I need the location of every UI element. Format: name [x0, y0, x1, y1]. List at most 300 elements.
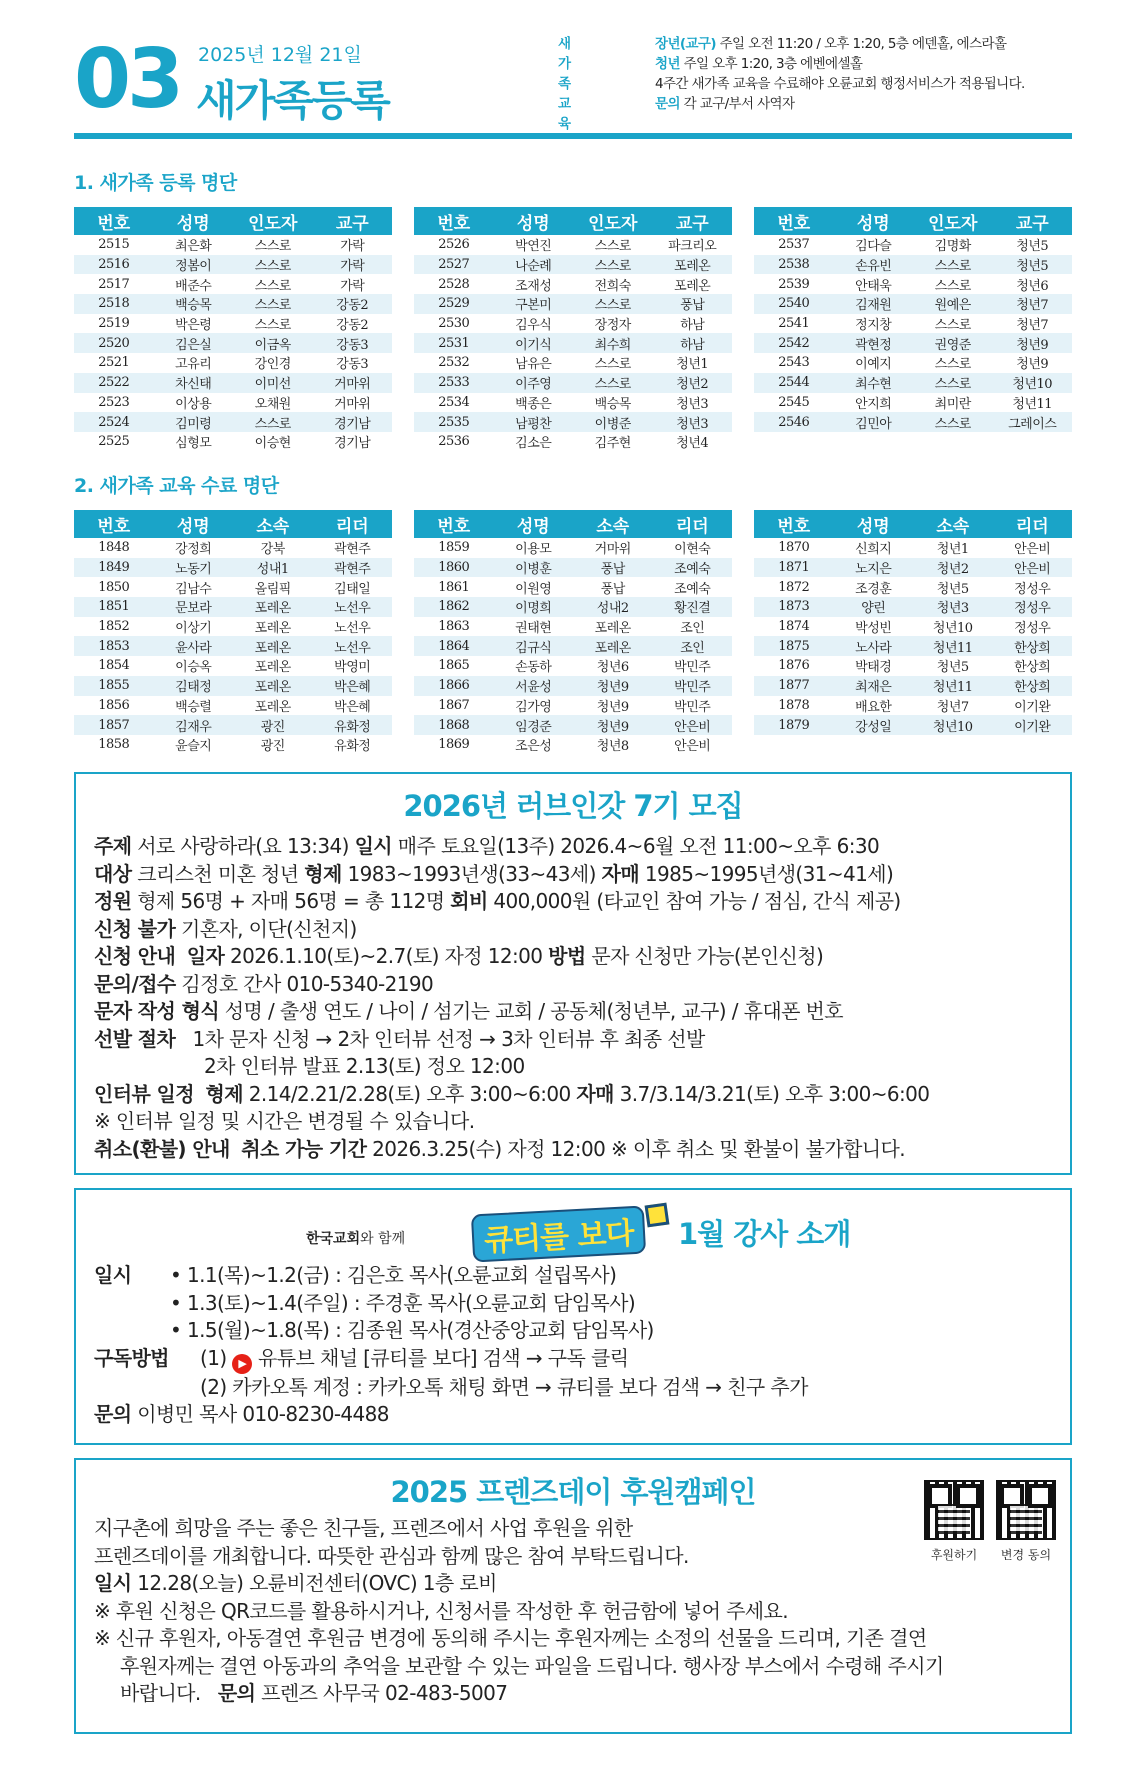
table-cell: 유화정 — [313, 715, 393, 735]
table-cell: 한상희 — [1014, 660, 1051, 676]
table-cell: 노사라 — [834, 636, 914, 656]
table-cell: 청년1 — [676, 357, 709, 373]
table-cell: 김태정 — [154, 676, 234, 696]
table-cell: 스스로 — [913, 412, 993, 432]
table-cell: 김남수 — [175, 581, 212, 597]
table-cell: 2519 — [98, 316, 130, 332]
table-cell: 양린 — [834, 597, 914, 617]
column-header: 번호 — [74, 510, 154, 538]
table-cell: 2530 — [438, 316, 470, 332]
table-cell: 이명희 — [494, 597, 574, 617]
table-cell: 박태경 — [855, 660, 892, 676]
table-row — [74, 577, 392, 597]
table-header-row — [74, 207, 392, 235]
table-row — [414, 412, 732, 432]
table-cell: 정성우 — [1014, 581, 1051, 597]
table-cell: 배요한 — [855, 699, 892, 715]
table-cell: 백종은 — [515, 396, 552, 412]
table-cell: 조은성 — [515, 739, 552, 755]
page-date: 2025년 12월 21일 — [198, 44, 362, 66]
page-header — [74, 34, 1072, 138]
table-cell: 스스로 — [254, 318, 291, 334]
table-row — [414, 294, 732, 314]
table-row — [754, 577, 1072, 597]
table-row — [74, 617, 392, 637]
page-number: 03 — [74, 32, 181, 127]
column-header: 소속 — [233, 510, 313, 538]
education-info-line: 4주간 새가족 교육을 수료해야 오륜교회 행정서비스가 적용됩니다. — [655, 76, 1025, 92]
column-header: 교구 — [993, 207, 1073, 235]
table-cell: 청년5 — [936, 660, 969, 676]
column-header: 소속 — [913, 510, 993, 538]
donate-qr-label: 후원하기 — [930, 1548, 978, 1562]
table-cell: 곽현정 — [834, 333, 914, 353]
table-cell: 1873 — [754, 597, 834, 617]
table-cell: 스스로 — [913, 373, 993, 393]
qt-title: 1월 강사 소개 — [678, 1217, 851, 1251]
table-row — [414, 577, 732, 597]
table-cell: 최수희 — [573, 333, 653, 353]
table-cell: 2536 — [438, 434, 470, 450]
column-header: 인도자 — [573, 207, 653, 235]
table-row — [414, 432, 732, 452]
table-cell: 1849 — [74, 558, 154, 578]
table-cell: 이현숙 — [674, 542, 711, 558]
table-row — [74, 676, 392, 696]
table-cell: 조경훈 — [855, 581, 892, 597]
table-cell: 최은화 — [175, 239, 212, 255]
table-cell: 나순례 — [494, 255, 574, 275]
table-cell: 신희지 — [855, 542, 892, 558]
table-row — [74, 235, 392, 255]
table-row — [414, 393, 732, 413]
table-cell: 스스로 — [573, 294, 653, 314]
table-cell: 2521 — [98, 355, 130, 371]
table-cell: 청년9 — [573, 715, 653, 735]
column-header: 성명 — [834, 207, 914, 235]
table-row — [754, 314, 1072, 334]
table-row — [414, 235, 732, 255]
table-cell: 박은혜 — [313, 676, 393, 696]
table-row — [74, 333, 392, 353]
table-cell: 노선우 — [334, 621, 371, 637]
table-cell: 이기완 — [993, 715, 1073, 735]
table-row — [74, 597, 392, 617]
table-cell: 조인 — [680, 621, 705, 637]
table-cell: 1850 — [98, 579, 130, 595]
header-divider — [74, 133, 1072, 139]
table-cell: 김재원 — [834, 294, 914, 314]
table-cell: 청년5 — [993, 255, 1073, 275]
table-cell: 2544 — [754, 373, 834, 393]
table-cell: 강정희 — [175, 542, 212, 558]
table-cell: 청년10 — [993, 373, 1073, 393]
table-cell: 강성일 — [834, 715, 914, 735]
table-cell: 2546 — [754, 412, 834, 432]
completion-section-title: 2. 새가족 교육 수료 명단 — [74, 475, 279, 497]
qt-logo: 큐티를 보다 — [471, 1205, 647, 1262]
table-cell: 손유빈 — [834, 255, 914, 275]
table-row — [74, 412, 392, 432]
table-row — [414, 656, 732, 676]
table-cell: 1855 — [74, 676, 154, 696]
table-row — [754, 676, 1072, 696]
table-cell: 포레온 — [254, 621, 291, 637]
table-cell: 스스로 — [934, 278, 971, 294]
table-cell: 청년5 — [1016, 239, 1049, 255]
table-cell: 박영미 — [334, 660, 371, 676]
table-cell: 포레온 — [254, 660, 291, 676]
table-row — [754, 373, 1072, 393]
table-header-row — [414, 510, 732, 538]
table-cell: 청년9 — [993, 333, 1073, 353]
table-cell: 안은비 — [674, 739, 711, 755]
table-cell: 1869 — [438, 737, 470, 753]
table-row — [754, 274, 1072, 294]
table-row — [414, 353, 732, 373]
table-cell: 하남 — [653, 333, 733, 353]
table-cell: 1860 — [414, 558, 494, 578]
table-cell: 가락 — [313, 255, 393, 275]
table-cell: 스스로 — [934, 357, 971, 373]
table-row — [754, 617, 1072, 637]
table-cell: 이상기 — [175, 621, 212, 637]
table-cell: 이기식 — [494, 333, 574, 353]
table-cell: 포레온 — [594, 621, 631, 637]
table-cell: 윤슬지 — [175, 739, 212, 755]
column-header: 소속 — [573, 510, 653, 538]
table-cell: 청년5 — [936, 581, 969, 597]
table-row — [414, 373, 732, 393]
play-icon — [645, 1203, 670, 1228]
table-cell: 스스로 — [233, 412, 313, 432]
page-title: 새가족등록 — [196, 76, 389, 125]
table-row — [754, 393, 1072, 413]
table-cell: 2538 — [754, 255, 834, 275]
table-cell: 오채원 — [254, 396, 291, 412]
table-cell: 안은비 — [993, 558, 1073, 578]
table-cell: 정성우 — [993, 597, 1073, 617]
table-cell: 손동하 — [515, 660, 552, 676]
table-cell: 서윤성 — [494, 676, 574, 696]
table-cell: 이병훈 — [494, 558, 574, 578]
table-cell: 포레온 — [233, 597, 313, 617]
table-cell: 성내2 — [573, 597, 653, 617]
table-cell: 정성우 — [1014, 621, 1051, 637]
table-cell: 경기남 — [313, 412, 393, 432]
table-cell: 정봄이 — [154, 255, 234, 275]
table-cell: 박은령 — [175, 318, 212, 334]
table-cell: 2535 — [414, 412, 494, 432]
table-cell: 2542 — [754, 333, 834, 353]
table-cell: 차신태 — [154, 373, 234, 393]
table-cell: 박은혜 — [334, 699, 371, 715]
table-cell: 이예지 — [855, 357, 892, 373]
table-cell: 1857 — [74, 715, 154, 735]
table-cell: 청년1 — [936, 542, 969, 558]
table-cell: 김우식 — [515, 318, 552, 334]
table-cell: 청년10 — [932, 621, 973, 637]
table-cell: 이상용 — [175, 396, 212, 412]
table-cell: 청년9 — [573, 676, 653, 696]
table-cell: 노동기 — [154, 558, 234, 578]
education-info-line: 장년(교구) 주일 오전 11:20 / 오후 1:20, 5층 에덴홀, 에스라홀 — [655, 36, 1007, 52]
table-cell: 청년9 — [1016, 357, 1049, 373]
column-header: 번호 — [754, 207, 834, 235]
table-cell: 2520 — [74, 333, 154, 353]
table-cell: 청년2 — [913, 558, 993, 578]
table-cell: 1875 — [754, 636, 834, 656]
table-cell: 1851 — [74, 597, 154, 617]
table-cell: 이주영 — [494, 373, 574, 393]
change-consent-qr-code[interactable] — [996, 1480, 1056, 1540]
table-cell: 스스로 — [573, 255, 653, 275]
table-cell: 유화정 — [334, 739, 371, 755]
table-cell: 2515 — [98, 237, 130, 253]
table-row — [414, 314, 732, 334]
table-cell: 광진 — [233, 715, 313, 735]
friends-title: 2025 프렌즈데이 후원캠페인 — [390, 1475, 756, 1509]
table-row — [754, 597, 1072, 617]
table-cell: 2522 — [74, 373, 154, 393]
column-header: 인도자 — [233, 207, 313, 235]
registration-table — [414, 207, 732, 452]
table-cell: 김은실 — [154, 333, 234, 353]
column-header: 리더 — [313, 510, 393, 538]
table-row — [74, 294, 392, 314]
table-cell: 올림픽 — [254, 581, 291, 597]
table-cell: 이기완 — [1014, 699, 1051, 715]
table-cell: 광진 — [260, 739, 285, 755]
table-cell: 최재은 — [834, 676, 914, 696]
table-cell: 1858 — [98, 737, 130, 753]
table-cell: 강동3 — [336, 357, 369, 373]
table-header-row — [754, 207, 1072, 235]
column-header: 번호 — [754, 510, 834, 538]
table-cell: 남유은 — [515, 357, 552, 373]
table-cell: 강동2 — [313, 294, 393, 314]
table-cell: 1854 — [98, 658, 130, 674]
table-cell: 2541 — [778, 316, 810, 332]
column-header: 리더 — [653, 510, 733, 538]
change-consent-qr-label: 변경 동의 — [1000, 1548, 1052, 1562]
table-cell: 원예은 — [913, 294, 993, 314]
table-row — [74, 735, 392, 755]
table-cell: 거마위 — [594, 542, 631, 558]
table-row — [754, 656, 1072, 676]
table-cell: 김다슬 — [855, 239, 892, 255]
friends-box — [74, 1458, 1072, 1734]
table-cell: 1876 — [778, 658, 810, 674]
table-cell: 청년8 — [596, 739, 629, 755]
table-row — [754, 715, 1072, 735]
table-cell: 청년10 — [913, 715, 993, 735]
table-cell: 거마위 — [334, 396, 371, 412]
table-cell: 김재우 — [154, 715, 234, 735]
friends-details: 지구촌에 희망을 주는 좋은 친구들, 프렌즈에서 사업 후원을 위한 프렌즈데이를 개최합니다. 따뜻한 관심과 함께 많은 참여 부탁드립니다. 일시 12.28(오늘) 오륜비전센터(OVC) 1층 로비 ※ 후원 신청은 QR코드를 활용하시거나, 신청서를 작성한 후 헌금함에 넣어 주세요. ※ 신규 후원자, 아동결연 후원금 변경에 동의해 주시는 후원자께는 소정의 선물을 드리며, 기존 결연 후원자께는 결연 아동과의 추억을 보관할 수 있는 파일을 드립니다. 행사장 부스에서 수령해 주시기 바랍니다. 문의 프렌즈 사무국 02-483-5007 — [94, 1516, 944, 1705]
education-info-label: 새가족 교육 — [558, 36, 571, 132]
table-cell: 이원영 — [515, 581, 552, 597]
table-cell: 강동2 — [336, 318, 369, 334]
table-cell: 조인 — [653, 636, 733, 656]
table-cell: 황진결 — [653, 597, 733, 617]
qt-details: 일시 • 1.1(목)~1.2(금) : 김은호 목사(오륜교회 설립목사) • 1.3(토)~1.4(주일) : 주경훈 목사(오륜교회 담임목사) • 1.5(월)~1.8(목) : 김종원 목사(경산중앙교회 담임목사) 구독방법 (1) ▶ 유튜브 채널 [큐티를 보다] 검색 → 구독 클릭 (2) 카카오톡 계정 : 카카오톡 채팅 화면 → 큐티를 보다 검색 → 친구 추가 문의 이병민 목사 010-8230-4488 — [94, 1263, 808, 1426]
table-cell: 청년7 — [1016, 318, 1049, 334]
table-cell: 스스로 — [913, 255, 993, 275]
table-cell: 심형모 — [175, 436, 212, 452]
table-row — [414, 636, 732, 656]
table-cell: 2533 — [414, 373, 494, 393]
table-cell: 2540 — [754, 294, 834, 314]
table-cell: 1856 — [98, 697, 130, 713]
table-cell: 2537 — [778, 237, 810, 253]
table-cell: 청년2 — [653, 373, 733, 393]
education-info-line: 청년 주일 오후 1:20, 3층 에벤에셀홀 — [655, 56, 863, 72]
table-cell: 최수현 — [834, 373, 914, 393]
column-header: 교구 — [313, 207, 393, 235]
table-cell: 2532 — [438, 355, 470, 371]
table-cell: 스스로 — [573, 373, 653, 393]
table-cell: 이승현 — [254, 436, 291, 452]
table-cell: 정지창 — [855, 318, 892, 334]
table-cell: 1863 — [438, 619, 470, 635]
table-cell: 임경준 — [494, 715, 574, 735]
table-row — [754, 412, 1072, 432]
table-row — [414, 696, 732, 716]
table-cell: 스스로 — [233, 255, 313, 275]
table-cell: 청년6 — [596, 660, 629, 676]
table-header-row — [754, 510, 1072, 538]
table-row — [74, 558, 392, 578]
table-cell: 청년7 — [993, 294, 1073, 314]
table-cell: 1877 — [754, 676, 834, 696]
table-cell: 이승옥 — [175, 660, 212, 676]
table-cell: 거마위 — [313, 373, 393, 393]
table-cell: 한상희 — [993, 676, 1073, 696]
table-cell: 2539 — [778, 276, 810, 292]
table-cell: 백승렬 — [175, 699, 212, 715]
table-cell: 1879 — [754, 715, 834, 735]
table-cell: 전희숙 — [594, 278, 631, 294]
table-cell: 2523 — [98, 394, 130, 410]
table-row — [414, 538, 732, 558]
table-row — [74, 715, 392, 735]
table-cell: 안지희 — [855, 396, 892, 412]
table-cell: 청년9 — [596, 699, 629, 715]
table-cell: 이병준 — [573, 412, 653, 432]
table-row — [74, 696, 392, 716]
table-cell: 강북 — [260, 542, 285, 558]
table-cell: 2529 — [414, 294, 494, 314]
loveinsight-title: 2026년 러브인갓 7기 모집 — [403, 789, 743, 823]
table-cell: 2526 — [438, 237, 470, 253]
table-cell: 이미선 — [233, 373, 313, 393]
table-cell: 조예숙 — [653, 558, 733, 578]
registration-table — [74, 207, 392, 452]
qt-speaker: • 1.1(목)~1.2(금) : 김은호 목사(오륜교회 설립목사) — [170, 1263, 617, 1287]
table-cell: 한상희 — [993, 636, 1073, 656]
column-header: 성명 — [494, 207, 574, 235]
table-cell: 스스로 — [594, 239, 631, 255]
table-row — [74, 656, 392, 676]
table-cell: 가락 — [340, 239, 365, 255]
qt-header — [94, 1190, 1052, 1262]
table-row — [414, 558, 732, 578]
column-header: 성명 — [154, 510, 234, 538]
table-cell: 스스로 — [233, 294, 313, 314]
table-cell: 김소은 — [515, 436, 552, 452]
table-cell: 박민주 — [674, 660, 711, 676]
table-cell: 2545 — [778, 394, 810, 410]
table-cell: 포레온 — [653, 255, 733, 275]
column-header: 성명 — [154, 207, 234, 235]
table-cell: 김미령 — [154, 412, 234, 432]
table-cell: 강동3 — [313, 333, 393, 353]
table-cell: 2517 — [98, 276, 130, 292]
table-cell: 1852 — [98, 619, 130, 635]
table-cell: 1848 — [98, 540, 130, 556]
table-cell: 스스로 — [594, 357, 631, 373]
table-row — [414, 255, 732, 275]
table-row — [414, 597, 732, 617]
table-row — [74, 432, 392, 452]
table-cell: 2525 — [98, 434, 130, 450]
table-cell: 청년11 — [913, 676, 993, 696]
table-cell: 김명화 — [934, 239, 971, 255]
table-cell: 청년6 — [1016, 278, 1049, 294]
table-cell: 1861 — [438, 579, 470, 595]
table-cell: 1862 — [414, 597, 494, 617]
completion-table — [74, 510, 392, 755]
table-cell: 안은비 — [1014, 542, 1051, 558]
table-row — [754, 333, 1072, 353]
table-cell: 포레온 — [674, 278, 711, 294]
completion-table — [414, 510, 732, 755]
table-cell: 풍납 — [600, 581, 625, 597]
qt-box — [74, 1188, 1072, 1445]
table-row — [754, 235, 1072, 255]
table-row — [414, 715, 732, 735]
table-cell: 곽현주 — [334, 542, 371, 558]
table-cell: 장정자 — [594, 318, 631, 334]
table-cell: 최미란 — [934, 396, 971, 412]
table-cell: 풍납 — [653, 294, 733, 314]
table-cell: 2543 — [778, 355, 810, 371]
table-cell: 1868 — [414, 715, 494, 735]
table-row — [74, 353, 392, 373]
table-cell: 포레온 — [233, 676, 313, 696]
table-cell: 노선우 — [313, 636, 393, 656]
table-cell: 1870 — [778, 540, 810, 556]
table-cell: 김규식 — [494, 636, 574, 656]
table-cell: 청년3 — [676, 396, 709, 412]
table-cell: 박성빈 — [855, 621, 892, 637]
table-cell: 1853 — [74, 636, 154, 656]
table-cell: 포레온 — [254, 699, 291, 715]
column-header: 리더 — [993, 510, 1073, 538]
table-row — [74, 393, 392, 413]
donate-qr-code[interactable] — [924, 1480, 984, 1540]
table-cell: 청년4 — [676, 436, 709, 452]
table-header-row — [414, 207, 732, 235]
table-cell: 청년7 — [936, 699, 969, 715]
table-cell: 스스로 — [934, 318, 971, 334]
table-cell: 김주현 — [594, 436, 631, 452]
table-cell: 1865 — [438, 658, 470, 674]
table-cell: 윤사라 — [154, 636, 234, 656]
table-row — [754, 538, 1072, 558]
table-cell: 조재성 — [515, 278, 552, 294]
